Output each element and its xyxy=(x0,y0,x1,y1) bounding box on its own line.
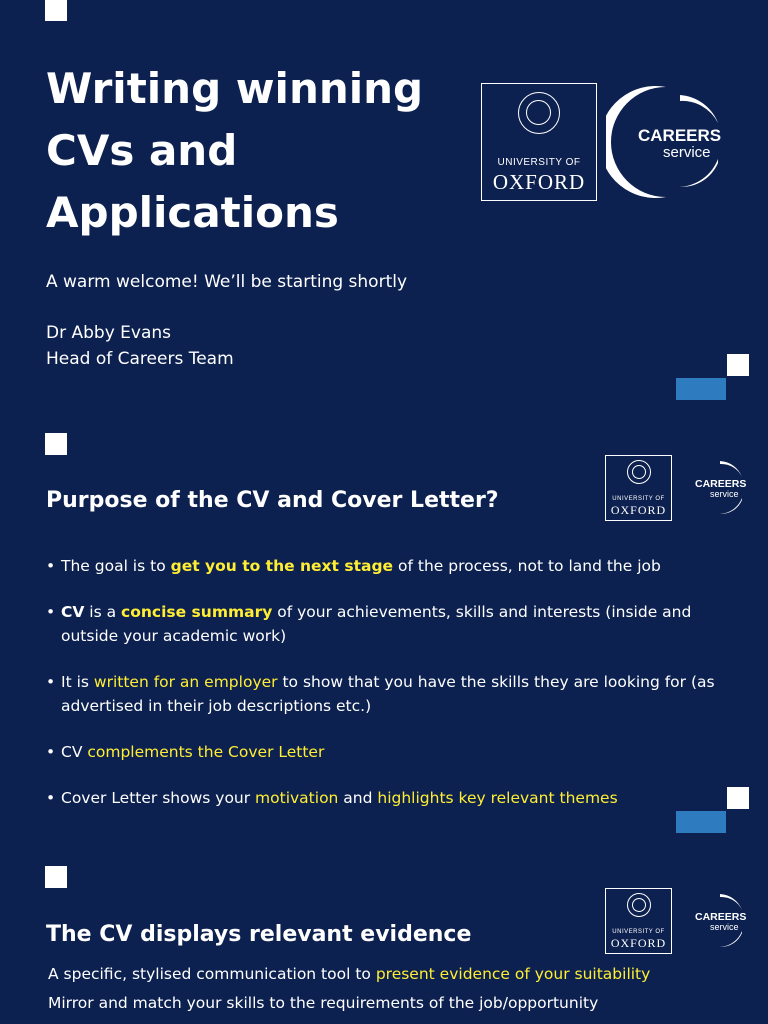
bullet-icon: • xyxy=(46,789,56,807)
careers-service-logo-small-s2 xyxy=(677,454,749,522)
careers-logo-title: CAREERS xyxy=(695,911,747,923)
bullet-item: • Cover Letter shows your motivation and highlights key relevant themes xyxy=(46,786,726,810)
bullet-item: • CV complements the Cover Letter xyxy=(46,740,726,764)
oxford-logo-small-s3 xyxy=(605,888,672,954)
oxford-crest-icon xyxy=(627,460,651,484)
decor-square-s1-right xyxy=(727,354,749,376)
oxford-logo-university-text: UNIVERSITY OF xyxy=(497,157,581,168)
decor-square-top xyxy=(45,0,67,21)
bullet-item: • It is written for an employer to show that you have the skills they are looking for (as advertised in their job descriptions etc.) xyxy=(46,670,726,718)
careers-logo-subtitle: service xyxy=(663,144,711,161)
oxford-crest-icon xyxy=(518,92,560,134)
bullet-icon: • xyxy=(46,603,56,621)
decor-square-s2 xyxy=(45,433,67,455)
oxford-logo-oxford-text: OXFORD xyxy=(610,936,667,950)
decor-square-s2-right xyxy=(727,787,749,809)
slide2-bullet-list xyxy=(46,554,726,832)
careers-logo-title: CAREERS xyxy=(638,126,722,145)
welcome-text: A warm welcome! We’ll be starting shortly xyxy=(46,272,408,292)
bullet-icon: • xyxy=(46,743,56,761)
bullet-icon: • xyxy=(46,673,56,691)
decor-square-s3 xyxy=(45,866,67,888)
oxford-crest-icon xyxy=(627,893,651,917)
oxford-logo-large xyxy=(481,83,597,201)
decor-bar-s1-right xyxy=(676,378,726,400)
bullet-item: • The goal is to get you to the next stage of the process, not to land the job xyxy=(46,554,726,578)
careers-logo-title: CAREERS xyxy=(695,478,747,490)
oxford-logo-university-text: UNIVERSITY OF xyxy=(612,496,665,502)
slide3-heading: The CV displays relevant evidence xyxy=(46,922,472,947)
careers-logo-subtitle: service xyxy=(710,489,739,499)
careers-logo-subtitle: service xyxy=(710,922,739,932)
slide3-line-2: Mirror and match your skills to the requirements of the job/opportunity xyxy=(48,994,599,1012)
oxford-logo-university-text: UNIVERSITY OF xyxy=(612,929,665,935)
bullet-item: • CV is a concise summary of your achievements, skills and interests (inside and outside your academic work) xyxy=(46,600,726,648)
oxford-logo-oxford-text: OXFORD xyxy=(492,170,586,194)
decor-bar-s2-right xyxy=(676,811,726,833)
oxford-logo-oxford-text: OXFORD xyxy=(610,503,667,517)
slide3-line-1: A specific, stylised communication tool to present evidence of your suitability xyxy=(48,965,651,983)
bullet-icon: • xyxy=(46,557,56,575)
slide1-title: Writing winning CVs and Applications xyxy=(46,64,424,237)
presenter-role: Head of Careers Team xyxy=(46,349,234,369)
oxford-logo-small-s2 xyxy=(605,455,672,521)
presenter-name: Dr Abby Evans xyxy=(46,323,172,343)
slide2-heading: Purpose of the CV and Cover Letter? xyxy=(46,488,499,513)
careers-service-logo-small-s3 xyxy=(677,887,749,955)
careers-service-logo-large xyxy=(606,83,731,201)
